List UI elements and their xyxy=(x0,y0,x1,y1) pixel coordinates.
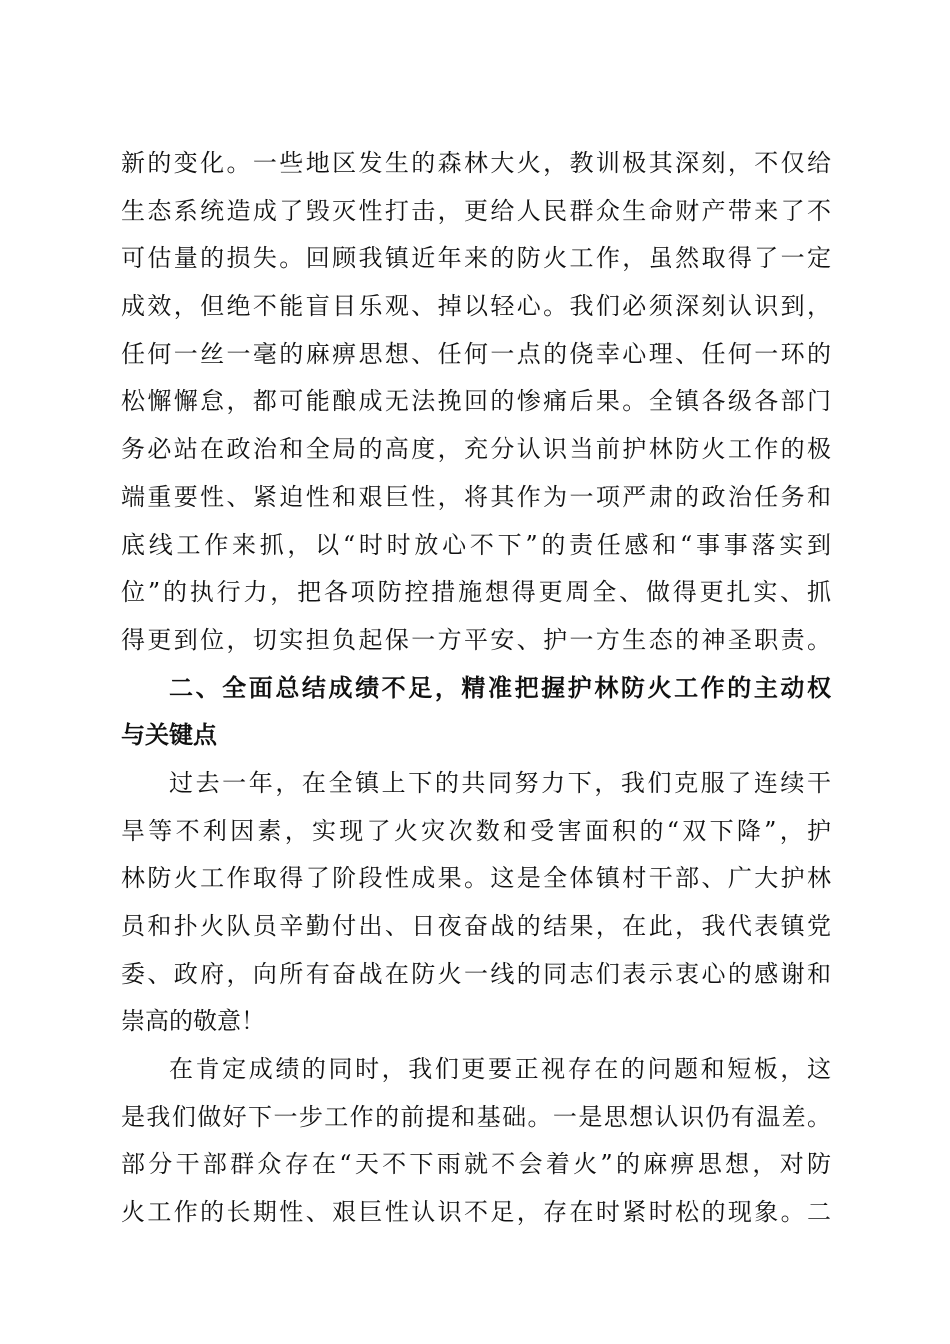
text-line: 林防火工作取得了阶段性成果。这是全体镇村干部、广大护林 xyxy=(121,864,831,893)
heading-line: 与关键点 xyxy=(121,721,217,750)
text-line: 底线工作来抓，以“时时放心不下”的责任感和“事事落实到 xyxy=(121,530,831,559)
text-line: 过去一年，在全镇上下的共同努力下，我们克服了连续干 xyxy=(169,768,831,797)
text-line: 部分干部群众存在“天不下雨就不会着火”的麻痹思想，对防 xyxy=(121,1150,831,1179)
text-line: 松懈懈怠，都可能酿成无法挽回的惨痛后果。全镇各级各部门 xyxy=(121,387,831,416)
text-line: 位”的执行力，把各项防控措施想得更周全、做得更扎实、抓 xyxy=(121,578,831,607)
text-line: 生态系统造成了毁灭性打击，更给人民群众生命财产带来了不 xyxy=(121,196,831,225)
text-line: 务必站在政治和全局的高度，充分认识当前护林防火工作的极 xyxy=(121,435,831,464)
text-line: 旱等不利因素，实现了火灾次数和受害面积的“双下降”，护 xyxy=(121,816,831,845)
text-line: 在肯定成绩的同时，我们更要正视存在的问题和短板，这 xyxy=(169,1055,831,1084)
text-line: 可估量的损失。回顾我镇近年来的防火工作，虽然取得了一定 xyxy=(121,244,831,273)
text-line: 端重要性、紧迫性和艰巨性，将其作为一项严肃的政治任务和 xyxy=(121,482,831,511)
text-line: 新的变化。一些地区发生的森林大火，教训极其深刻，不仅给 xyxy=(121,149,831,177)
text-line: 成效，但绝不能盲目乐观、掉以轻心。我们必须深刻认识到， xyxy=(121,292,831,321)
document-body xyxy=(121,140,831,1237)
heading-line: 二、全面总结成绩不足，精准把握护林防火工作的主动权 xyxy=(169,673,831,702)
paragraph-achievements xyxy=(121,760,831,1046)
text-line: 任何一丝一毫的麻痹思想、任何一点的侥幸心理、任何一环的 xyxy=(121,339,831,368)
text-line: 得更到位，切实担负起保一方平安、护一方生态的神圣职责。 xyxy=(121,625,831,654)
section-heading-2 xyxy=(121,665,831,760)
text-line: 委、政府，向所有奋战在防火一线的同志们表示衷心的感谢和 xyxy=(121,959,831,988)
paragraph-problems xyxy=(121,1046,831,1237)
text-line: 是我们做好下一步工作的前提和基础。一是思想认识仍有温差。 xyxy=(121,1102,831,1131)
text-line: 员和扑火队员辛勤付出、日夜奋战的结果，在此，我代表镇党 xyxy=(121,912,831,940)
paragraph-risk-awareness xyxy=(121,140,831,665)
text-line: 火工作的长期性、艰巨性认识不足，存在时紧时松的现象。二 xyxy=(121,1198,831,1227)
text-line: 崇高的敬意！ xyxy=(121,1007,265,1036)
